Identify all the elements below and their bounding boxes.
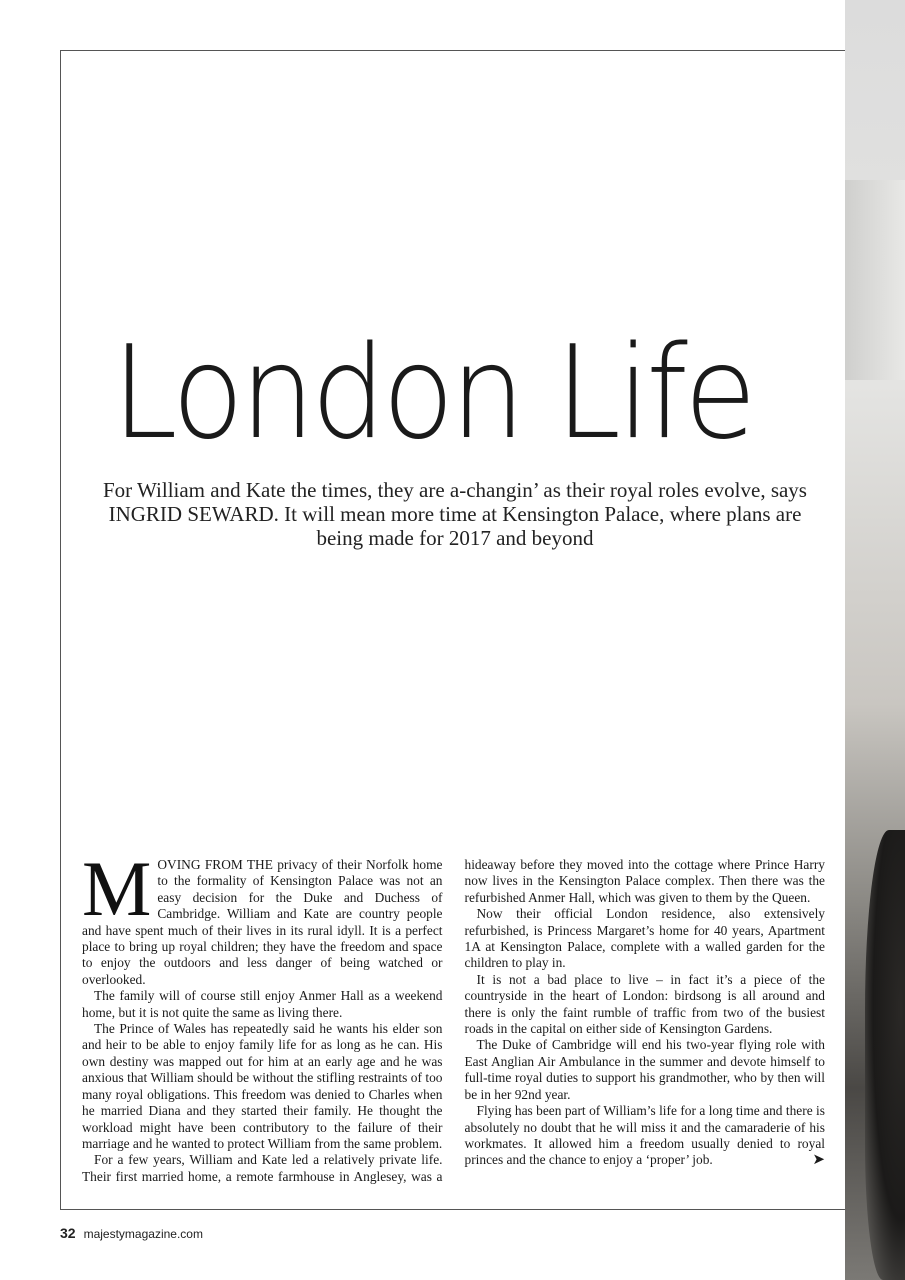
paragraph-6: It is not a bad place to live – in fact it’s a piece of the countryside in the heart of London: birdsong is all around and there is only the faint rumble of traffic from two of the busiest roads in the capital on either side of Kensington Gardens.	[464, 971, 825, 1037]
site-url: majestymagazine.com	[83, 1227, 203, 1241]
paragraph-4: For a few years, William and Kate led a relatively private life. Their first married home, a remote farmhouse in Anglesey, was a hideaway before they moved into the cottage where Prince Harry now lives in the Kensington Palace complex. Then there was the refurbished Anmer Hall, which was given to them by the Queen.	[82, 857, 825, 1184]
paragraph-8-text: Flying has been part of William’s life for a long time and there is absolutely no doubt that he will miss it and the camaraderie of his workmates. It allowed him a freedom usually denied to royal princes and the chance to enjoy a ‘proper’ job.	[464, 1103, 825, 1168]
page-number: 32	[60, 1225, 76, 1241]
cover-photo-edge	[845, 0, 905, 1280]
article-title: London Life	[112, 319, 753, 468]
paragraph-2: The family will of course still enjoy Anmer Hall as a weekend home, but it is not quite the same as living there.	[82, 988, 443, 1020]
drop-cap: M	[82, 845, 152, 932]
paragraph-5: Now their official London residence, also extensively refurbished, is Princess Margaret’s home for 40 years, Apartment 1A at Kensington Palace, complete with a walled garden for the children to play in.	[464, 906, 825, 971]
paragraph-1	[82, 845, 443, 988]
paragraph-8	[465, 1103, 826, 1169]
continue-arrow-icon: ➤	[812, 1152, 825, 1169]
paragraph-3: The Prince of Wales has repeatedly said he wants his elder son and heir to be able to enjoy family life for as long as he can. His own destiny was mapped out for him at an early age and he was anxious that William should be without the stifling restraints of too many royal obligations. This freedom was denied to Charles when he married Diana and they started their family. He thought the workload might have been contributory to the failure of their marriage and he wanted to protect William from the same problem.	[82, 1021, 443, 1151]
paragraph-7: The Duke of Cambridge will end his two-year flying role with East Anglian Air Ambulance in the summer and devote himself to full-time royal duties to support his grandmother, who by then will be in her 92nd year.	[464, 1037, 825, 1102]
article-standfirst: For William and Kate the times, they are a-changin’ as their royal roles evolve, says INGRID SEWARD. It will mean more time at Kensington Palace, where plans are being made for 2017 and beyond	[103, 478, 807, 550]
photo-highlight	[845, 180, 905, 380]
paragraph-1-text: privacy of their Norfolk home to the formality of Kensington Palace was not an easy decision for the Duke and Duchess of Cambridge. William and Kate are country people and have spent much of their lives in its rural idyll. It is a perfect place to bring up royal children; they have the freedom and space to enjoy the outdoors and less danger of being watched or overlooked.	[82, 857, 443, 987]
lead-in-caps: OVING FROM THE	[157, 857, 273, 872]
article-body	[82, 845, 825, 1197]
photo-dark-figure	[865, 830, 905, 1280]
page-footer	[60, 1225, 203, 1241]
